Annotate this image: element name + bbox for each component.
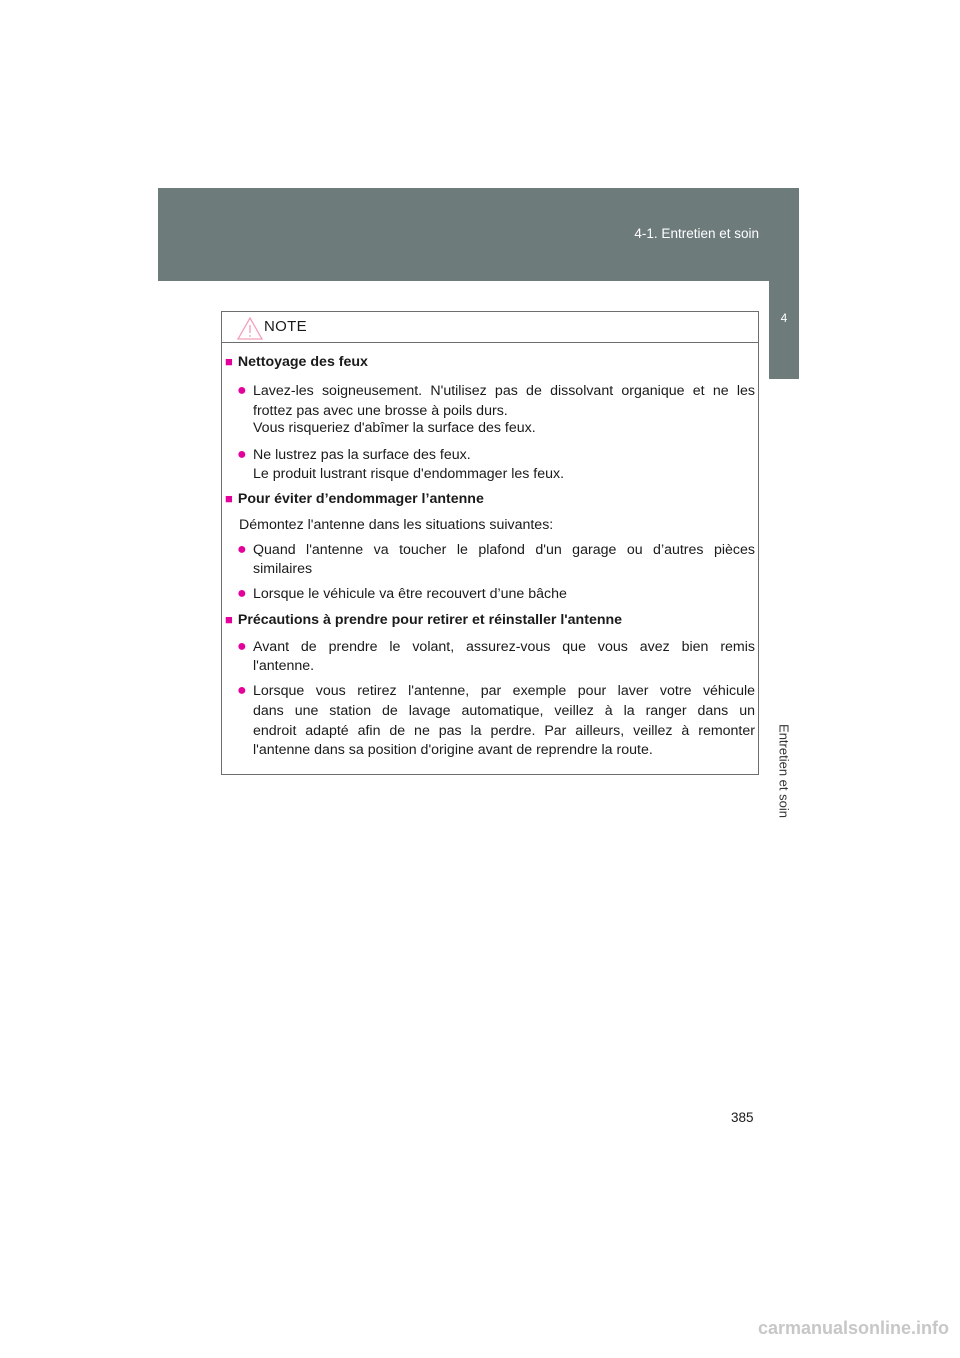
bullet-icon: ● — [237, 682, 247, 699]
chapter-number: 4 — [780, 311, 788, 325]
bullet-icon: ● — [237, 638, 247, 655]
header-band — [158, 188, 799, 281]
note-header — [222, 312, 758, 343]
body-line: frottez pas avec une brosse à poils durs. — [253, 403, 508, 419]
bullet-icon: ● — [237, 446, 247, 463]
body-line: Démontez l'antenne dans les situations suivantes: — [239, 517, 554, 533]
square-bullet-icon: ■ — [225, 354, 233, 369]
bullet-icon: ● — [237, 382, 247, 399]
section-heading — [225, 352, 368, 372]
chapter-label-wrap — [773, 715, 795, 827]
chapter-label: Entretien et soin — [776, 724, 792, 818]
page-number: 385 — [731, 1110, 754, 1125]
note-title: NOTE — [264, 318, 307, 335]
body-line: endroit adapté afin de ne pas la perdre. Par ailleurs, veillez à remonter — [253, 723, 755, 739]
body-line: Le produit lustrant risque d'endommager les feux. — [253, 466, 565, 482]
warning-triangle-icon — [237, 317, 263, 340]
body-line: Avant de prendre le volant, assurez-vous que vous avez bien remis — [253, 639, 755, 655]
body-line: Lorsque vous retirez l'antenne, par exemple pour laver votre véhicule — [253, 683, 755, 699]
section-heading-text: Pour éviter d’endommager l’antenne — [237, 491, 484, 507]
section-heading-text: Nettoyage des feux — [237, 354, 368, 370]
body-line: l'antenne dans sa position d'origine avant de reprendre la route. — [253, 742, 653, 758]
body-line: Lorsque le véhicule va être recouvert d’une bâche — [253, 586, 567, 602]
section-heading — [225, 610, 622, 630]
bullet-icon: ● — [237, 541, 247, 558]
section-title: 4-1. Entretien et soin — [634, 226, 759, 241]
body-line: l'antenne. — [253, 658, 315, 674]
body-line: similaires — [253, 561, 313, 577]
square-bullet-icon: ■ — [225, 612, 233, 627]
body-line: Lavez-les soigneusement. N'utilisez pas de dissolvant organique et ne les — [253, 383, 755, 399]
bullet-icon: ● — [237, 585, 247, 602]
body-line: Vous risqueriez d'abîmer la surface des feux. — [253, 420, 536, 436]
body-line: dans une station de lavage automatique, veillez à la ranger dans un — [253, 703, 755, 719]
watermark: carmanualsonline.info — [758, 1318, 950, 1338]
body-line: Ne lustrez pas la surface des feux. — [253, 447, 471, 463]
square-bullet-icon: ■ — [225, 491, 233, 506]
note-box — [221, 311, 759, 775]
body-line: Quand l'antenne va toucher le plafond d'un garage ou d’autres pièces — [253, 542, 755, 558]
chapter-tab — [769, 281, 799, 379]
section-heading — [225, 489, 484, 509]
section-heading-text: Précautions à prendre pour retirer et réinstaller l'antenne — [237, 612, 623, 628]
